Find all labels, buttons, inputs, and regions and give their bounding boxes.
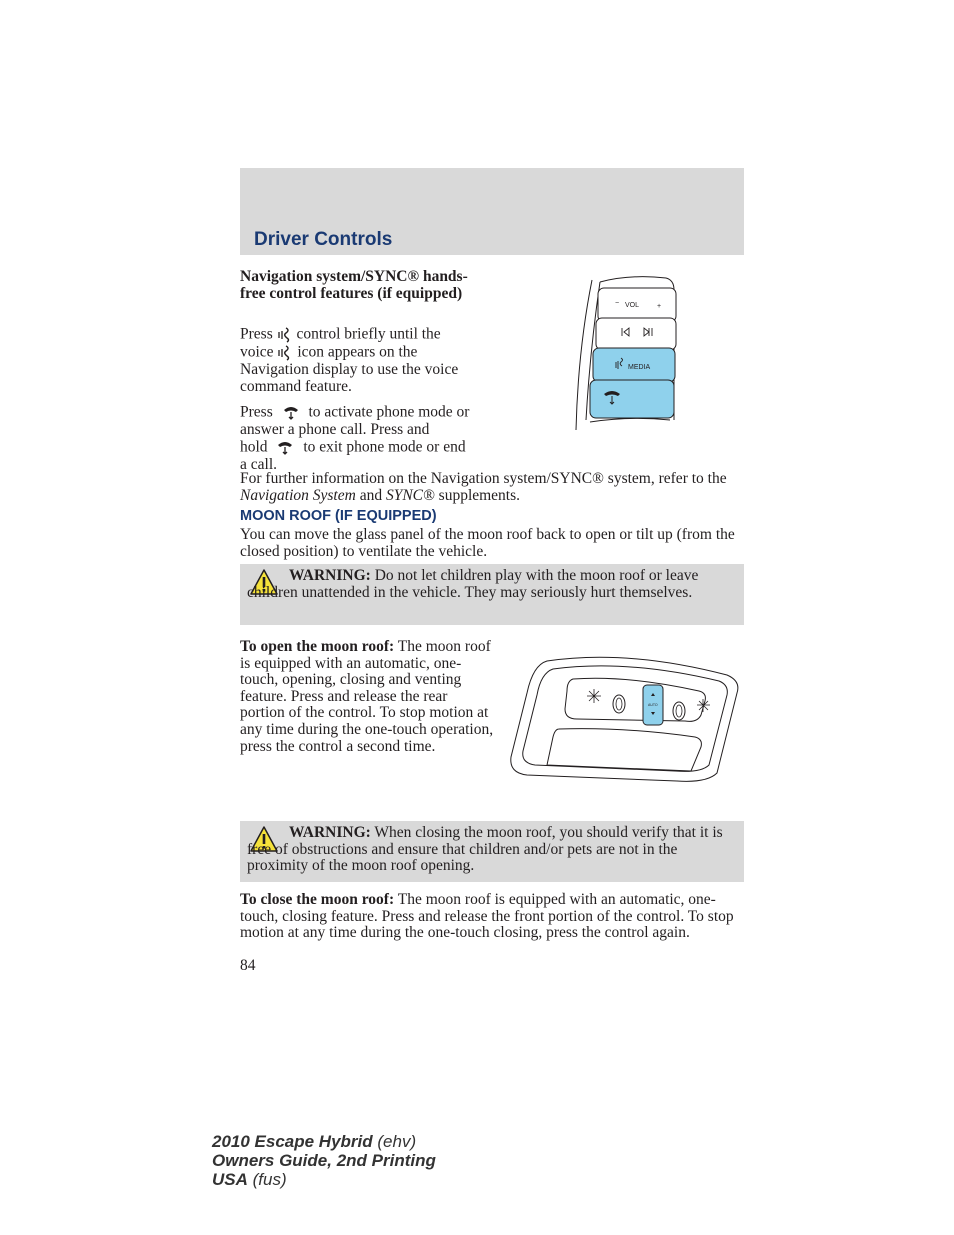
page-title: Driver Controls (254, 229, 393, 250)
warning-label: WARNING: (289, 567, 371, 584)
map-light-left-icon (587, 689, 601, 703)
nav-reference-paragraph: For further information on the Navigation system/SYNC® system, refer to the Navigation System and SYNC® supplements. (240, 470, 727, 504)
open-moon-roof-paragraph: To open the moon roof: The moon roof is equipped with an automatic, one-touch, opening, closing and venting feature. Press and release the rear portion of the control. To stop motion at any time during the one-touch operation, press the control a second time. (240, 638, 494, 755)
phone-icon (281, 404, 301, 422)
warning-box (240, 564, 744, 625)
steering-wheel-controls-illustration (570, 270, 690, 432)
voice-icon (277, 326, 293, 344)
page-number: 84 (240, 957, 256, 974)
media-label: MEDIA (628, 364, 651, 371)
vol-plus: + (657, 303, 662, 310)
nav-sync-heading: Navigation system/SYNC® hands-free control features (if equipped) (240, 268, 468, 302)
overhead-console-illustration (507, 653, 742, 787)
phone-icon (275, 439, 295, 457)
document-footer: 2010 Escape Hybrid (ehv) Owners Guide, 2nd Printing USA (fus) (212, 1132, 436, 1189)
svg-text:AUTO: AUTO (648, 703, 658, 707)
vol-minus: − (615, 300, 620, 307)
vol-label: VOL (625, 302, 640, 309)
warning-label: WARNING: (289, 824, 371, 841)
nav-voice-paragraph: Press control briefly until the voice icon appears on the Navigation display to use the voice command feature. (240, 325, 459, 395)
section-header (240, 168, 744, 255)
nav-phone-paragraph: Press to activate phone mode or answer a phone call. Press and hold to exit phone mode or end a call. (240, 403, 470, 473)
moon-roof-title: MOON ROOF (IF EQUIPPED) (240, 508, 437, 524)
warning-box (240, 821, 744, 882)
warning-text: When closing the moon roof, you should verify that it is free of obstructions and ensure that children and/or pets are not in the proximity of the moon roof opening. (247, 824, 723, 875)
voice-icon (277, 344, 293, 362)
moon-roof-intro: You can move the glass panel of the moon roof back to open or tilt up (from the closed position) to ventilate the vehicle. (240, 526, 735, 560)
close-moon-roof-paragraph: To close the moon roof: The moon roof is equipped with an automatic, one-touch, closing feature. Press and release the front portion of the control. To stop motion at any time during the one-touch closing, press the control again. (240, 891, 734, 942)
phone-button (590, 380, 674, 418)
warning-text: Do not let children play with the moon roof or leave children unattended in the vehicle. They may seriously hurt themselves. (247, 567, 699, 601)
